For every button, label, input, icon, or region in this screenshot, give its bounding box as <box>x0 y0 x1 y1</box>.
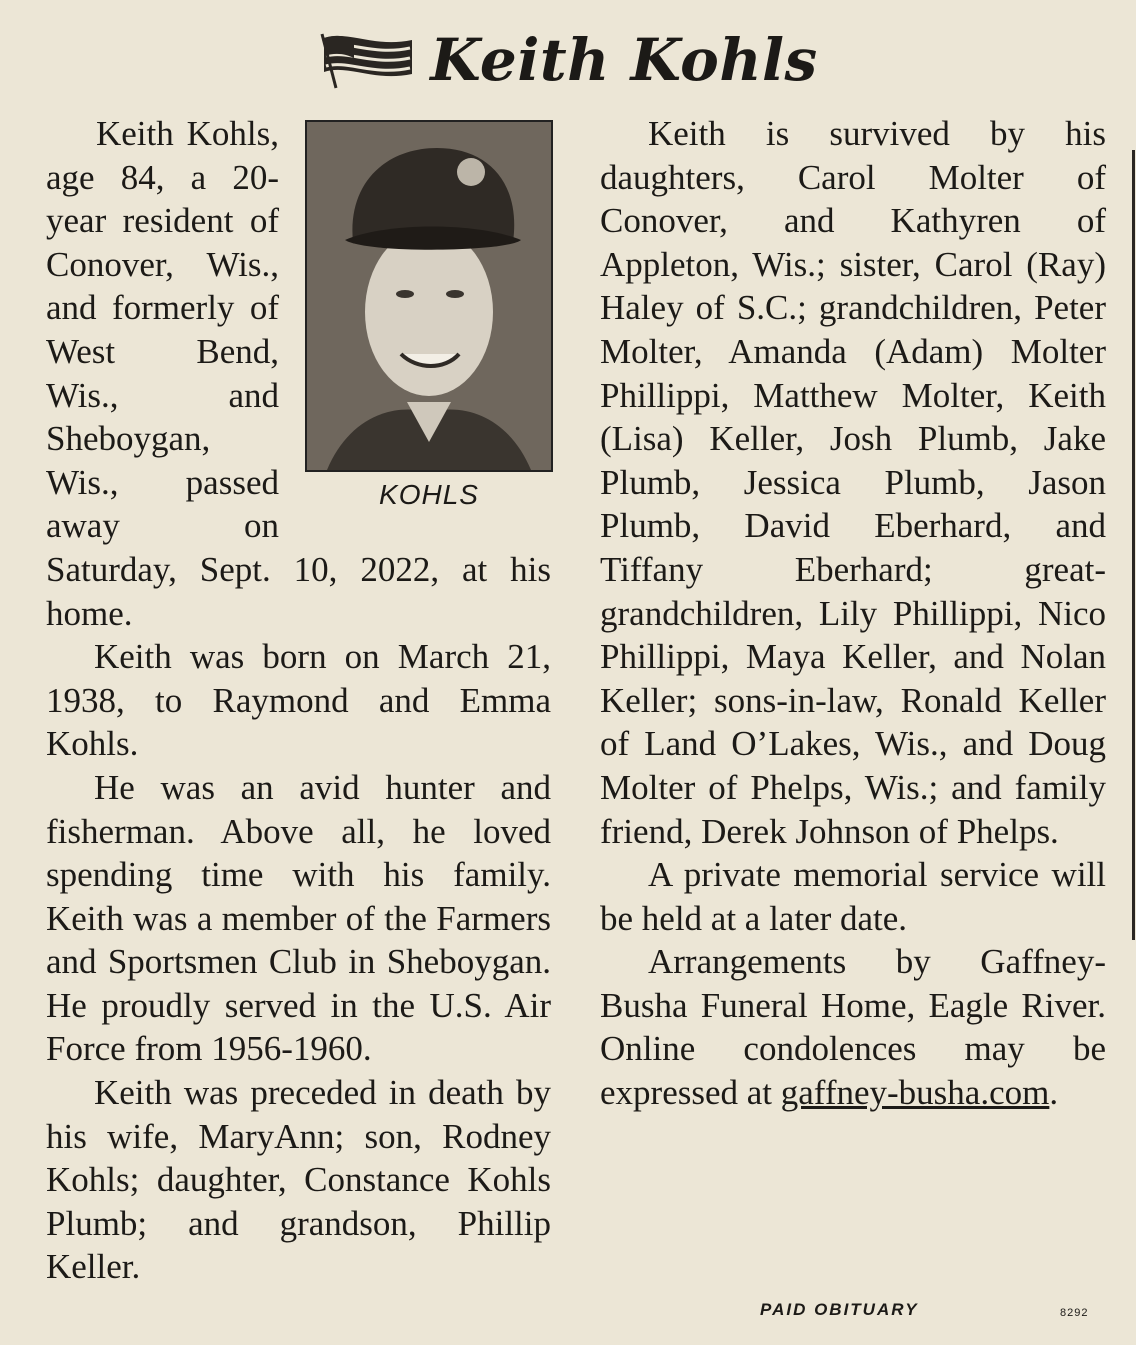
paragraph-arrangements <box>600 940 1106 1114</box>
paragraph-survived: Keith is survived by his daughters, Carol Molter of Conover, and Kathyren of Appleton, Wis.; sister, Carol (Ray) Haley of S.C.; grandchildren, Peter Molter, Amanda (Adam) Molter Phillippi, Matthew Molter, Keith (Lisa) Keller, Josh Plumb, Jake Plumb, Jessica Plumb, Jason Plumb, David Eberhard, and Tiffany Eberhard; great-grandchildren, Lily Phillippi, Nico Phillippi, Maya Keller, and Nolan Keller; sons-in-law, Ronald Keller of Land O’Lakes, Wis., and Doug Molter of Phelps, Wis.; and family friend, Derek Johnson of Phelps. <box>600 114 1106 851</box>
photo-caption: KOHLS <box>379 479 479 510</box>
photo-block <box>305 120 553 532</box>
paragraph-life: He was an avid hunter and fisherman. Above all, he loved spending time with his family. Keith was a member of the Farmers and Sportsmen Club in Sheboygan. He proudly served in the U.S. Air Force from 1956-1960. <box>46 767 551 1069</box>
website-period: . <box>1049 1073 1059 1113</box>
right-column <box>600 112 1106 1115</box>
paragraph-intro: Keith Kohls, age 84, a 20-year resident of Conover, Wis., and formerly of West Bend, Wis., and Sheboygan, Wis., passed away on Saturday, Sept. 10, 2022, at his home. <box>46 114 551 633</box>
left-column <box>46 112 551 1289</box>
paragraph-memorial: A private memorial service will be held at a later date. <box>600 855 1106 938</box>
paragraph-preceded: Keith was preceded in death by his wife, MaryAnn; son, Rodney Kohls; daughter, Constance Kohls Plumb; and grandson, Phillip Keller. <box>46 1073 551 1287</box>
obituary-header <box>0 20 1136 100</box>
funeral-home-website-link[interactable]: gaffney-busha.com <box>780 1073 1050 1113</box>
ad-code: 8292 <box>1060 1307 1089 1319</box>
column-edge-divider <box>1132 150 1135 940</box>
obituary-title: Keith Kohls <box>430 26 818 94</box>
arrangements-text: Arrangements by Gaffney-Busha Funeral Home, Eagle River. Online condolences may be expressed at <box>600 942 1106 1113</box>
paragraph-birth: Keith was born on March 21, 1938, to Raymond and Emma Kohls. <box>46 637 551 764</box>
portrait-photo <box>305 120 553 472</box>
paid-obituary-label: PAID OBITUARY <box>760 1300 919 1319</box>
american-flag-icon <box>318 30 418 90</box>
